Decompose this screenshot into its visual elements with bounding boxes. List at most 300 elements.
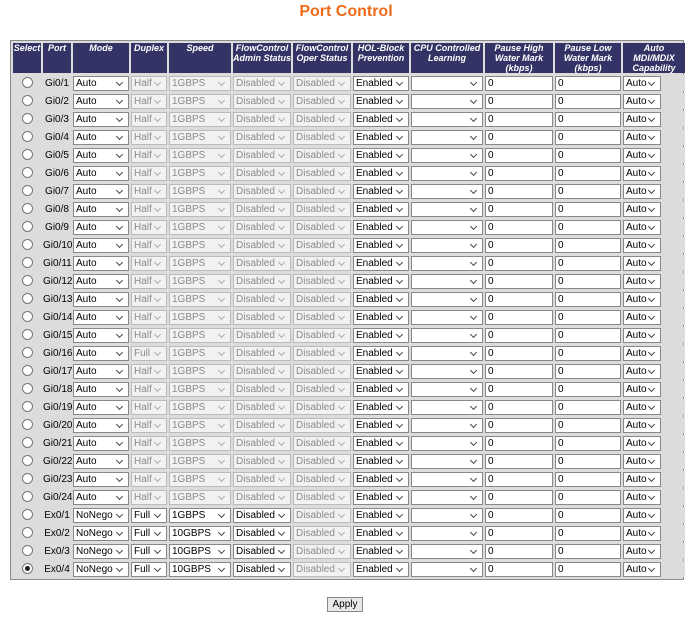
- cpu-learning-select[interactable]: [411, 148, 483, 163]
- pause-high-input[interactable]: 0: [485, 310, 553, 325]
- cpu-learning-select[interactable]: [411, 418, 483, 433]
- mode-select[interactable]: [73, 130, 129, 145]
- flowcontrol-admin-select[interactable]: [233, 328, 291, 343]
- pause-high-input[interactable]: 0: [485, 238, 553, 253]
- flowcontrol-oper-select[interactable]: [293, 130, 351, 145]
- mode-select[interactable]: [73, 112, 129, 127]
- flowcontrol-oper-select[interactable]: [293, 202, 351, 217]
- pause-low-input[interactable]: 0: [555, 112, 621, 127]
- flowcontrol-admin-select[interactable]: [233, 184, 291, 199]
- hol-block-select[interactable]: [353, 238, 409, 253]
- mdix-select[interactable]: [623, 202, 661, 217]
- cpu-learning-select[interactable]: [411, 436, 483, 451]
- speed-select[interactable]: [169, 130, 231, 145]
- hol-block-select[interactable]: [353, 436, 409, 451]
- mdix-select[interactable]: [623, 508, 661, 523]
- flowcontrol-admin-select[interactable]: [233, 220, 291, 235]
- pause-low-input[interactable]: 0: [555, 94, 621, 109]
- hol-block-select[interactable]: [353, 562, 409, 577]
- speed-select[interactable]: [169, 76, 231, 91]
- mode-select[interactable]: [73, 94, 129, 109]
- flowcontrol-oper-select[interactable]: [293, 112, 351, 127]
- duplex-select[interactable]: [131, 184, 167, 199]
- mdix-select[interactable]: [623, 454, 661, 469]
- select-radio[interactable]: [22, 329, 33, 340]
- flowcontrol-oper-select[interactable]: [293, 508, 351, 523]
- pause-low-input[interactable]: 0: [555, 454, 621, 469]
- cpu-learning-select[interactable]: [411, 346, 483, 361]
- speed-select[interactable]: [169, 508, 231, 523]
- select-radio[interactable]: [22, 527, 33, 538]
- mdix-select[interactable]: [623, 112, 661, 127]
- mdix-select[interactable]: [623, 400, 661, 415]
- mode-select[interactable]: [73, 148, 129, 163]
- duplex-select[interactable]: [131, 418, 167, 433]
- pause-low-input[interactable]: 0: [555, 184, 621, 199]
- select-radio[interactable]: [22, 491, 33, 502]
- pause-high-input[interactable]: 0: [485, 382, 553, 397]
- speed-select[interactable]: [169, 202, 231, 217]
- pause-low-input[interactable]: 0: [555, 238, 621, 253]
- flowcontrol-oper-select[interactable]: [293, 436, 351, 451]
- pause-high-input[interactable]: 0: [485, 454, 553, 469]
- duplex-select[interactable]: [131, 274, 167, 289]
- hol-block-select[interactable]: [353, 148, 409, 163]
- cpu-learning-select[interactable]: [411, 400, 483, 415]
- select-radio[interactable]: [22, 77, 33, 88]
- pause-high-input[interactable]: 0: [485, 364, 553, 379]
- cpu-learning-select[interactable]: [411, 292, 483, 307]
- pause-low-input[interactable]: 0: [555, 130, 621, 145]
- flowcontrol-admin-select[interactable]: [233, 418, 291, 433]
- speed-select[interactable]: [169, 274, 231, 289]
- select-radio[interactable]: [22, 149, 33, 160]
- pause-high-input[interactable]: 0: [485, 202, 553, 217]
- speed-select[interactable]: [169, 238, 231, 253]
- mdix-select[interactable]: [623, 256, 661, 271]
- flowcontrol-oper-select[interactable]: [293, 562, 351, 577]
- mode-select[interactable]: [73, 490, 129, 505]
- flowcontrol-admin-select[interactable]: [233, 148, 291, 163]
- pause-low-input[interactable]: 0: [555, 202, 621, 217]
- flowcontrol-admin-select[interactable]: [233, 130, 291, 145]
- cpu-learning-select[interactable]: [411, 112, 483, 127]
- mode-select[interactable]: [73, 544, 129, 559]
- duplex-select[interactable]: [131, 166, 167, 181]
- duplex-select[interactable]: [131, 472, 167, 487]
- flowcontrol-oper-select[interactable]: [293, 310, 351, 325]
- flowcontrol-oper-select[interactable]: [293, 418, 351, 433]
- flowcontrol-oper-select[interactable]: [293, 220, 351, 235]
- pause-high-input[interactable]: 0: [485, 418, 553, 433]
- hol-block-select[interactable]: [353, 202, 409, 217]
- pause-low-input[interactable]: 0: [555, 526, 621, 541]
- pause-high-input[interactable]: 0: [485, 436, 553, 451]
- pause-low-input[interactable]: 0: [555, 490, 621, 505]
- mdix-select[interactable]: [623, 310, 661, 325]
- flowcontrol-admin-select[interactable]: [233, 436, 291, 451]
- apply-button[interactable]: Apply: [327, 597, 363, 612]
- hol-block-select[interactable]: [353, 400, 409, 415]
- hol-block-select[interactable]: [353, 544, 409, 559]
- flowcontrol-oper-select[interactable]: [293, 256, 351, 271]
- cpu-learning-select[interactable]: [411, 544, 483, 559]
- flowcontrol-oper-select[interactable]: [293, 238, 351, 253]
- mode-select[interactable]: [73, 472, 129, 487]
- duplex-select[interactable]: [131, 490, 167, 505]
- hol-block-select[interactable]: [353, 346, 409, 361]
- mode-select[interactable]: [73, 382, 129, 397]
- mode-select[interactable]: [73, 184, 129, 199]
- cpu-learning-select[interactable]: [411, 130, 483, 145]
- mode-select[interactable]: [73, 328, 129, 343]
- hol-block-select[interactable]: [353, 382, 409, 397]
- speed-select[interactable]: [169, 526, 231, 541]
- pause-high-input[interactable]: 0: [485, 184, 553, 199]
- flowcontrol-oper-select[interactable]: [293, 148, 351, 163]
- hol-block-select[interactable]: [353, 130, 409, 145]
- select-radio[interactable]: [22, 473, 33, 484]
- speed-select[interactable]: [169, 400, 231, 415]
- flowcontrol-admin-select[interactable]: [233, 544, 291, 559]
- select-radio[interactable]: [22, 293, 33, 304]
- duplex-select[interactable]: [131, 310, 167, 325]
- flowcontrol-oper-select[interactable]: [293, 544, 351, 559]
- mdix-select[interactable]: [623, 184, 661, 199]
- cpu-learning-select[interactable]: [411, 454, 483, 469]
- speed-select[interactable]: [169, 94, 231, 109]
- hol-block-select[interactable]: [353, 526, 409, 541]
- flowcontrol-oper-select[interactable]: [293, 490, 351, 505]
- flowcontrol-admin-select[interactable]: [233, 256, 291, 271]
- flowcontrol-admin-select[interactable]: [233, 202, 291, 217]
- cpu-learning-select[interactable]: [411, 328, 483, 343]
- hol-block-select[interactable]: [353, 76, 409, 91]
- pause-low-input[interactable]: 0: [555, 256, 621, 271]
- duplex-select[interactable]: [131, 382, 167, 397]
- mdix-select[interactable]: [623, 328, 661, 343]
- mode-select[interactable]: [73, 76, 129, 91]
- cpu-learning-select[interactable]: [411, 220, 483, 235]
- mode-select[interactable]: [73, 292, 129, 307]
- mdix-select[interactable]: [623, 130, 661, 145]
- hol-block-select[interactable]: [353, 184, 409, 199]
- pause-low-input[interactable]: 0: [555, 292, 621, 307]
- flowcontrol-admin-select[interactable]: [233, 562, 291, 577]
- speed-select[interactable]: [169, 346, 231, 361]
- flowcontrol-admin-select[interactable]: [233, 490, 291, 505]
- duplex-select[interactable]: [131, 94, 167, 109]
- pause-high-input[interactable]: 0: [485, 328, 553, 343]
- duplex-select[interactable]: [131, 148, 167, 163]
- mdix-select[interactable]: [623, 436, 661, 451]
- pause-low-input[interactable]: 0: [555, 382, 621, 397]
- pause-high-input[interactable]: 0: [485, 112, 553, 127]
- hol-block-select[interactable]: [353, 112, 409, 127]
- mdix-select[interactable]: [623, 526, 661, 541]
- mode-select[interactable]: [73, 310, 129, 325]
- pause-low-input[interactable]: 0: [555, 472, 621, 487]
- cpu-learning-select[interactable]: [411, 364, 483, 379]
- mdix-select[interactable]: [623, 220, 661, 235]
- duplex-select[interactable]: [131, 202, 167, 217]
- mdix-select[interactable]: [623, 382, 661, 397]
- flowcontrol-admin-select[interactable]: [233, 94, 291, 109]
- mode-select[interactable]: [73, 526, 129, 541]
- duplex-select[interactable]: [131, 292, 167, 307]
- mode-select[interactable]: [73, 454, 129, 469]
- flowcontrol-oper-select[interactable]: [293, 400, 351, 415]
- mode-select[interactable]: [73, 400, 129, 415]
- pause-low-input[interactable]: 0: [555, 166, 621, 181]
- duplex-select[interactable]: [131, 544, 167, 559]
- speed-select[interactable]: [169, 112, 231, 127]
- mdix-select[interactable]: [623, 238, 661, 253]
- flowcontrol-admin-select[interactable]: [233, 346, 291, 361]
- duplex-select[interactable]: [131, 328, 167, 343]
- pause-high-input[interactable]: 0: [485, 544, 553, 559]
- duplex-select[interactable]: [131, 76, 167, 91]
- flowcontrol-admin-select[interactable]: [233, 472, 291, 487]
- hol-block-select[interactable]: [353, 292, 409, 307]
- pause-low-input[interactable]: 0: [555, 274, 621, 289]
- flowcontrol-admin-select[interactable]: [233, 364, 291, 379]
- speed-select[interactable]: [169, 310, 231, 325]
- flowcontrol-oper-select[interactable]: [293, 472, 351, 487]
- flowcontrol-oper-select[interactable]: [293, 292, 351, 307]
- flowcontrol-oper-select[interactable]: [293, 328, 351, 343]
- speed-select[interactable]: [169, 328, 231, 343]
- select-radio[interactable]: [22, 455, 33, 466]
- hol-block-select[interactable]: [353, 94, 409, 109]
- cpu-learning-select[interactable]: [411, 526, 483, 541]
- duplex-select[interactable]: [131, 364, 167, 379]
- speed-select[interactable]: [169, 166, 231, 181]
- pause-low-input[interactable]: 0: [555, 418, 621, 433]
- speed-select[interactable]: [169, 562, 231, 577]
- select-radio[interactable]: [22, 257, 33, 268]
- hol-block-select[interactable]: [353, 490, 409, 505]
- speed-select[interactable]: [169, 256, 231, 271]
- cpu-learning-select[interactable]: [411, 508, 483, 523]
- speed-select[interactable]: [169, 292, 231, 307]
- hol-block-select[interactable]: [353, 310, 409, 325]
- pause-low-input[interactable]: 0: [555, 148, 621, 163]
- pause-low-input[interactable]: 0: [555, 508, 621, 523]
- speed-select[interactable]: [169, 472, 231, 487]
- duplex-select[interactable]: [131, 400, 167, 415]
- flowcontrol-oper-select[interactable]: [293, 94, 351, 109]
- mdix-select[interactable]: [623, 472, 661, 487]
- hol-block-select[interactable]: [353, 166, 409, 181]
- select-radio[interactable]: [22, 563, 33, 574]
- select-radio[interactable]: [22, 419, 33, 430]
- pause-high-input[interactable]: 0: [485, 76, 553, 91]
- select-radio[interactable]: [22, 167, 33, 178]
- flowcontrol-oper-select[interactable]: [293, 526, 351, 541]
- pause-high-input[interactable]: 0: [485, 148, 553, 163]
- select-radio[interactable]: [22, 185, 33, 196]
- mode-select[interactable]: [73, 436, 129, 451]
- mdix-select[interactable]: [623, 94, 661, 109]
- select-radio[interactable]: [22, 203, 33, 214]
- pause-high-input[interactable]: 0: [485, 346, 553, 361]
- cpu-learning-select[interactable]: [411, 94, 483, 109]
- cpu-learning-select[interactable]: [411, 256, 483, 271]
- select-radio[interactable]: [22, 221, 33, 232]
- pause-high-input[interactable]: 0: [485, 508, 553, 523]
- select-radio[interactable]: [22, 509, 33, 520]
- duplex-select[interactable]: [131, 436, 167, 451]
- mode-select[interactable]: [73, 256, 129, 271]
- mdix-select[interactable]: [623, 544, 661, 559]
- hol-block-select[interactable]: [353, 220, 409, 235]
- pause-low-input[interactable]: 0: [555, 436, 621, 451]
- mdix-select[interactable]: [623, 490, 661, 505]
- speed-select[interactable]: [169, 436, 231, 451]
- duplex-select[interactable]: [131, 130, 167, 145]
- flowcontrol-admin-select[interactable]: [233, 454, 291, 469]
- pause-high-input[interactable]: 0: [485, 130, 553, 145]
- select-radio[interactable]: [22, 365, 33, 376]
- mdix-select[interactable]: [623, 76, 661, 91]
- flowcontrol-admin-select[interactable]: [233, 400, 291, 415]
- pause-high-input[interactable]: 0: [485, 562, 553, 577]
- mdix-select[interactable]: [623, 274, 661, 289]
- speed-select[interactable]: [169, 382, 231, 397]
- flowcontrol-oper-select[interactable]: [293, 76, 351, 91]
- flowcontrol-admin-select[interactable]: [233, 76, 291, 91]
- flowcontrol-oper-select[interactable]: [293, 382, 351, 397]
- pause-high-input[interactable]: 0: [485, 490, 553, 505]
- speed-select[interactable]: [169, 544, 231, 559]
- duplex-select[interactable]: [131, 508, 167, 523]
- select-radio[interactable]: [22, 131, 33, 142]
- pause-low-input[interactable]: 0: [555, 76, 621, 91]
- flowcontrol-admin-select[interactable]: [233, 112, 291, 127]
- flowcontrol-oper-select[interactable]: [293, 166, 351, 181]
- pause-high-input[interactable]: 0: [485, 220, 553, 235]
- select-radio[interactable]: [22, 383, 33, 394]
- select-radio[interactable]: [22, 401, 33, 412]
- select-radio[interactable]: [22, 545, 33, 556]
- flowcontrol-oper-select[interactable]: [293, 364, 351, 379]
- speed-select[interactable]: [169, 490, 231, 505]
- cpu-learning-select[interactable]: [411, 382, 483, 397]
- hol-block-select[interactable]: [353, 418, 409, 433]
- mode-select[interactable]: [73, 418, 129, 433]
- pause-high-input[interactable]: 0: [485, 292, 553, 307]
- speed-select[interactable]: [169, 364, 231, 379]
- select-radio[interactable]: [22, 311, 33, 322]
- duplex-select[interactable]: [131, 454, 167, 469]
- flowcontrol-oper-select[interactable]: [293, 454, 351, 469]
- duplex-select[interactable]: [131, 562, 167, 577]
- select-radio[interactable]: [22, 275, 33, 286]
- flowcontrol-admin-select[interactable]: [233, 166, 291, 181]
- speed-select[interactable]: [169, 454, 231, 469]
- cpu-learning-select[interactable]: [411, 202, 483, 217]
- mode-select[interactable]: [73, 274, 129, 289]
- flowcontrol-admin-select[interactable]: [233, 508, 291, 523]
- duplex-select[interactable]: [131, 346, 167, 361]
- mdix-select[interactable]: [623, 148, 661, 163]
- mdix-select[interactable]: [623, 346, 661, 361]
- pause-low-input[interactable]: 0: [555, 346, 621, 361]
- pause-high-input[interactable]: 0: [485, 472, 553, 487]
- hol-block-select[interactable]: [353, 454, 409, 469]
- flowcontrol-admin-select[interactable]: [233, 526, 291, 541]
- hol-block-select[interactable]: [353, 472, 409, 487]
- flowcontrol-admin-select[interactable]: [233, 292, 291, 307]
- mode-select[interactable]: [73, 202, 129, 217]
- flowcontrol-oper-select[interactable]: [293, 346, 351, 361]
- pause-low-input[interactable]: 0: [555, 544, 621, 559]
- mode-select[interactable]: [73, 220, 129, 235]
- pause-high-input[interactable]: 0: [485, 400, 553, 415]
- speed-select[interactable]: [169, 148, 231, 163]
- hol-block-select[interactable]: [353, 328, 409, 343]
- mode-select[interactable]: [73, 238, 129, 253]
- mode-select[interactable]: [73, 346, 129, 361]
- hol-block-select[interactable]: [353, 508, 409, 523]
- pause-high-input[interactable]: 0: [485, 526, 553, 541]
- flowcontrol-admin-select[interactable]: [233, 238, 291, 253]
- select-radio[interactable]: [22, 347, 33, 358]
- select-radio[interactable]: [22, 239, 33, 250]
- pause-low-input[interactable]: 0: [555, 310, 621, 325]
- duplex-select[interactable]: [131, 238, 167, 253]
- mode-select[interactable]: [73, 166, 129, 181]
- mode-select[interactable]: [73, 508, 129, 523]
- speed-select[interactable]: [169, 220, 231, 235]
- flowcontrol-admin-select[interactable]: [233, 382, 291, 397]
- mdix-select[interactable]: [623, 292, 661, 307]
- cpu-learning-select[interactable]: [411, 472, 483, 487]
- mode-select[interactable]: [73, 364, 129, 379]
- hol-block-select[interactable]: [353, 256, 409, 271]
- pause-low-input[interactable]: 0: [555, 328, 621, 343]
- mdix-select[interactable]: [623, 562, 661, 577]
- cpu-learning-select[interactable]: [411, 490, 483, 505]
- pause-low-input[interactable]: 0: [555, 400, 621, 415]
- speed-select[interactable]: [169, 184, 231, 199]
- duplex-select[interactable]: [131, 526, 167, 541]
- mode-select[interactable]: [73, 562, 129, 577]
- cpu-learning-select[interactable]: [411, 76, 483, 91]
- flowcontrol-oper-select[interactable]: [293, 184, 351, 199]
- cpu-learning-select[interactable]: [411, 274, 483, 289]
- hol-block-select[interactable]: [353, 274, 409, 289]
- flowcontrol-admin-select[interactable]: [233, 274, 291, 289]
- pause-low-input[interactable]: 0: [555, 562, 621, 577]
- hol-block-select[interactable]: [353, 364, 409, 379]
- select-radio[interactable]: [22, 113, 33, 124]
- mdix-select[interactable]: [623, 364, 661, 379]
- select-radio[interactable]: [22, 437, 33, 448]
- pause-high-input[interactable]: 0: [485, 256, 553, 271]
- mdix-select[interactable]: [623, 418, 661, 433]
- cpu-learning-select[interactable]: [411, 166, 483, 181]
- cpu-learning-select[interactable]: [411, 310, 483, 325]
- select-radio[interactable]: [22, 95, 33, 106]
- speed-select[interactable]: [169, 418, 231, 433]
- duplex-select[interactable]: [131, 220, 167, 235]
- cpu-learning-select[interactable]: [411, 238, 483, 253]
- duplex-select[interactable]: [131, 112, 167, 127]
- cpu-learning-select[interactable]: [411, 562, 483, 577]
- pause-high-input[interactable]: 0: [485, 94, 553, 109]
